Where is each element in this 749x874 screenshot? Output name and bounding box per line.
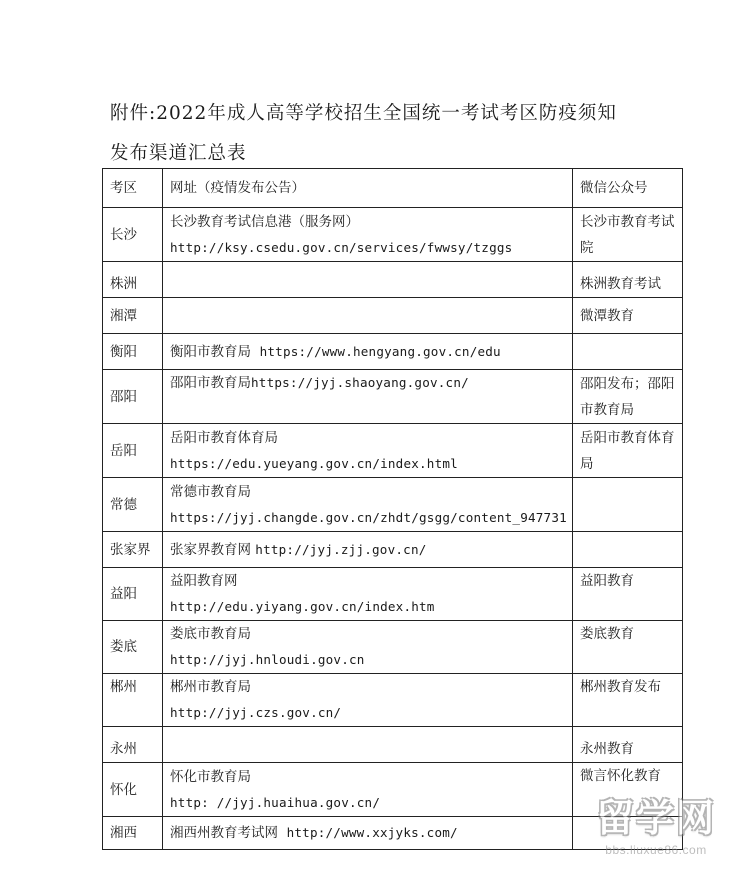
site-name: 长沙教育考试信息港（服务网） <box>170 213 359 230</box>
site-name: 娄底市教育局 <box>170 626 251 642</box>
site-name: 益阳教育网 <box>170 573 238 589</box>
wechat-cell: 岳阳市教育体育局 <box>573 424 683 478</box>
region-cell: 株洲 <box>103 262 163 298</box>
table-row <box>103 298 683 334</box>
header-region: 考区 <box>103 169 163 208</box>
table-row <box>103 674 683 727</box>
wechat-cell: 娄底教育 <box>573 621 683 674</box>
url-cell <box>163 727 573 763</box>
site-name: 邵阳市教育局 <box>170 375 251 391</box>
table-row <box>103 478 683 532</box>
url-cell <box>163 478 573 532</box>
watermark-logo: 留学网 <box>595 798 716 840</box>
site-url[interactable]: http://ksy.csedu.gov.cn/services/fwwsy/tzggs <box>170 239 513 255</box>
region-cell: 怀化 <box>103 763 163 817</box>
wechat-cell: 株洲教育考试 <box>573 262 683 298</box>
url-cell <box>163 674 573 727</box>
header-wechat: 微信公众号 <box>573 169 683 208</box>
site-name: 岳阳市教育体育局 <box>170 429 278 446</box>
site-name: 郴州市教育局 <box>170 679 251 695</box>
site-name: 湘西州教育考试网 <box>170 825 278 841</box>
table-row <box>103 262 683 298</box>
region-cell: 益阳 <box>103 568 163 621</box>
table-row <box>103 208 683 262</box>
table-row <box>103 424 683 478</box>
site-url[interactable]: https://jyj.shaoyang.gov.cn/ <box>251 375 469 390</box>
wechat-cell: 益阳教育 <box>573 568 683 621</box>
table-row <box>103 568 683 621</box>
region-cell: 邵阳 <box>103 370 163 424</box>
site-url[interactable]: http://www.xxjyks.com/ <box>286 825 458 840</box>
url-cell <box>163 763 573 817</box>
region-cell: 常德 <box>103 478 163 532</box>
site-url[interactable]: http://jyj.czs.gov.cn/ <box>170 705 342 720</box>
url-cell <box>163 262 573 298</box>
region-cell: 娄底 <box>103 621 163 674</box>
table-row <box>103 532 683 568</box>
watermark-url: bbs.liuxue86.com <box>605 843 707 857</box>
url-cell <box>163 334 573 370</box>
url-cell <box>163 817 573 850</box>
wechat-cell: 微潭教育 <box>573 298 683 334</box>
site-url[interactable]: https://edu.yueyang.gov.cn/index.html <box>170 455 458 471</box>
region-cell: 岳阳 <box>103 424 163 478</box>
wechat-cell <box>573 478 683 532</box>
table-header-row <box>103 169 683 208</box>
document-title <box>110 94 670 174</box>
table-row <box>103 621 683 674</box>
title-line-2: 发布渠道汇总表 <box>110 143 247 164</box>
site-name: 怀化市教育局 <box>170 768 251 785</box>
region-cell: 湘潭 <box>103 298 163 334</box>
region-cell: 长沙 <box>103 208 163 262</box>
site-name: 张家界教育网 <box>170 541 251 558</box>
wechat-cell <box>573 334 683 370</box>
url-cell <box>163 424 573 478</box>
wechat-cell <box>573 532 683 568</box>
table-row <box>103 727 683 763</box>
wechat-cell: 郴州教育发布 <box>573 674 683 727</box>
site-url[interactable]: https://jyj.changde.gov.cn/zhdt/gsgg/content_947731 <box>170 509 567 525</box>
url-cell <box>163 621 573 674</box>
url-cell <box>163 568 573 621</box>
wechat-cell: 邵阳发布；邵阳市教育局 <box>573 370 683 424</box>
url-cell <box>163 532 573 568</box>
site-url[interactable]: http://edu.yiyang.gov.cn/index.htm <box>170 599 435 614</box>
region-cell: 永州 <box>103 727 163 763</box>
site-url[interactable]: https://www.hengyang.gov.cn/edu <box>259 343 501 359</box>
header-url: 网址（疫情发布公告） <box>163 169 573 208</box>
region-cell: 张家界 <box>103 532 163 568</box>
site-url[interactable]: http://jyj.zjj.gov.cn/ <box>255 541 427 557</box>
site-url[interactable]: http: //jyj.huaihua.gov.cn/ <box>170 794 381 810</box>
site-name: 常德市教育局 <box>170 483 251 500</box>
title-line-1: 附件:2022年成人高等学校招生全国统一考试考区防疫须知 <box>110 103 617 124</box>
url-cell <box>163 208 573 262</box>
region-cell: 郴州 <box>103 674 163 727</box>
site-url[interactable]: http://jyj.hnloudi.gov.cn <box>170 652 365 667</box>
url-cell <box>163 298 573 334</box>
wechat-cell: 微言怀化教育 <box>573 763 683 817</box>
region-cell: 衡阳 <box>103 334 163 370</box>
wechat-cell: 长沙市教育考试院 <box>573 208 683 262</box>
watermark <box>572 796 740 864</box>
wechat-cell: 永州教育 <box>573 727 683 763</box>
table-row <box>103 370 683 424</box>
url-cell <box>163 370 573 424</box>
channels-table <box>102 168 683 850</box>
table-row <box>103 334 683 370</box>
region-cell: 湘西 <box>103 817 163 850</box>
site-name: 衡阳市教育局 <box>170 343 251 360</box>
